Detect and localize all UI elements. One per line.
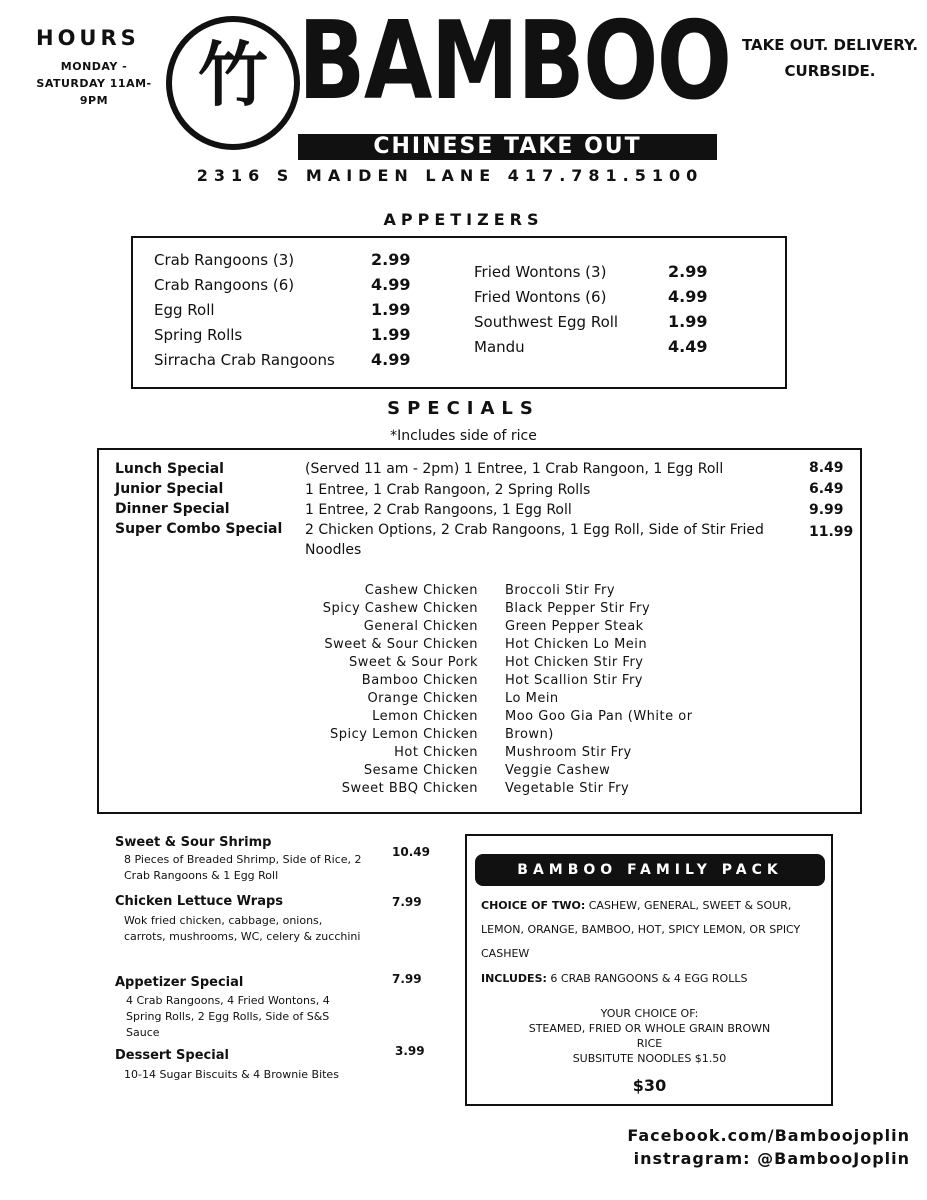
item-price: 4.99 bbox=[371, 275, 411, 294]
extra-price: 10.49 bbox=[392, 845, 430, 859]
rice-line-4: SUBSITUTE NOODLES $1.50 bbox=[572, 1052, 727, 1065]
services-line-1: TAKE OUT. DELIVERY. bbox=[741, 36, 919, 54]
hours-text: MONDAY - SATURDAY 11AM-9PM bbox=[36, 60, 152, 107]
special-price: 8.49 bbox=[809, 460, 844, 476]
item-name: Crab Rangoons (3) bbox=[154, 251, 295, 269]
item-name: Mandu bbox=[474, 338, 525, 356]
extra-desc: Wok fried chicken, cabbage, onions, carrots, mushrooms, WC, celery & zucchini bbox=[124, 914, 361, 943]
special-price: 6.49 bbox=[809, 481, 844, 497]
item-price: 1.99 bbox=[371, 325, 411, 344]
choice-line-3: CASHEW bbox=[481, 947, 530, 960]
option-item: Lemon Chicken bbox=[372, 709, 478, 724]
option-item: Moo Goo Gia Pan (White or bbox=[505, 709, 693, 724]
item-name: Crab Rangoons (6) bbox=[154, 276, 295, 294]
instagram-link[interactable]: instragram: @BambooJoplin bbox=[633, 1149, 910, 1168]
option-item: Hot Scallion Stir Fry bbox=[505, 673, 643, 688]
address-phone: 2316 S MAIDEN LANE 417.781.5100 bbox=[196, 166, 704, 185]
special-desc: (Served 11 am - 2pm) 1 Entree, 1 Crab Rangoon, 1 Egg Roll bbox=[305, 461, 724, 477]
facebook-link[interactable]: Facebook.com/Bamboojoplin bbox=[627, 1126, 910, 1145]
stir-fry-options bbox=[505, 582, 725, 798]
option-item: Brown) bbox=[505, 727, 554, 742]
option-item: Sweet & Sour Chicken bbox=[324, 637, 478, 652]
item-price: 1.99 bbox=[668, 312, 708, 331]
choice-label: CHOICE OF TWO: bbox=[481, 899, 586, 912]
special-name: Dinner Special bbox=[115, 501, 230, 517]
option-item: Vegetable Stir Fry bbox=[505, 781, 630, 796]
option-item: Sesame Chicken bbox=[363, 763, 478, 778]
appetizers-title: APPETIZERS bbox=[383, 210, 544, 229]
option-item: Hot Chicken Lo Mein bbox=[505, 637, 648, 652]
special-name: Super Combo Special bbox=[115, 521, 283, 537]
bamboo-logo-icon bbox=[166, 16, 300, 150]
item-name: Fried Wontons (3) bbox=[474, 263, 607, 281]
option-item: Sweet BBQ Chicken bbox=[341, 781, 478, 796]
extra-price: 7.99 bbox=[392, 895, 422, 909]
option-item: Spicy Cashew Chicken bbox=[322, 601, 478, 616]
tagline: CHINESE TAKE OUT bbox=[298, 134, 717, 160]
item-name: Fried Wontons (6) bbox=[474, 288, 607, 306]
item-name: Spring Rolls bbox=[154, 326, 243, 344]
extra-desc: 10-14 Sugar Biscuits & 4 Brownie Bites bbox=[124, 1068, 339, 1081]
rice-line-2: STEAMED, FRIED OR WHOLE GRAIN BROWN bbox=[528, 1022, 771, 1035]
option-item: Black Pepper Stir Fry bbox=[505, 601, 651, 616]
item-price: 2.99 bbox=[371, 250, 411, 269]
extra-desc: 8 Pieces of Breaded Shrimp, Side of Rice, 2 Crab Rangoons & 1 Egg Roll bbox=[124, 853, 362, 882]
special-price: 9.99 bbox=[809, 502, 844, 518]
hours-title: HOURS bbox=[36, 26, 140, 50]
item-name: Sirracha Crab Rangoons bbox=[154, 351, 335, 369]
option-item: Spicy Lemon Chicken bbox=[330, 727, 478, 742]
option-item: Orange Chicken bbox=[367, 691, 478, 706]
special-name: Junior Special bbox=[115, 481, 224, 497]
chicken-options bbox=[278, 582, 478, 798]
option-item: Lo Mein bbox=[505, 691, 559, 706]
special-desc: 1 Entree, 1 Crab Rangoon, 2 Spring Rolls bbox=[305, 482, 591, 498]
option-item: Mushroom Stir Fry bbox=[505, 745, 632, 760]
option-item: Hot Chicken bbox=[394, 745, 478, 760]
family-pack-box bbox=[465, 834, 833, 1106]
option-item: Bamboo Chicken bbox=[361, 673, 478, 688]
includes-label: INCLUDES: bbox=[481, 972, 547, 985]
extra-price: 7.99 bbox=[392, 972, 422, 986]
item-price: 4.99 bbox=[371, 350, 411, 369]
item-name: Southwest Egg Roll bbox=[474, 313, 619, 331]
special-price: 11.99 bbox=[809, 524, 854, 540]
specials-note: *Includes side of rice bbox=[390, 428, 537, 444]
choice-line-2: LEMON, ORANGE, BAMBOO, HOT, SPICY LEMON, OR SPICY bbox=[481, 923, 801, 936]
option-item: Hot Chicken Stir Fry bbox=[505, 655, 644, 670]
logo-glyph: 竹 bbox=[198, 33, 268, 116]
item-name: Egg Roll bbox=[154, 301, 215, 319]
extra-name: Appetizer Special bbox=[115, 975, 244, 990]
specials-title: SPECIALS bbox=[387, 398, 540, 419]
item-price: 2.99 bbox=[668, 262, 708, 281]
includes-text: 6 CRAB RANGOONS & 4 EGG ROLLS bbox=[550, 972, 748, 985]
family-pack-title: BAMBOO FAMILY PACK bbox=[475, 854, 825, 886]
family-pack-price: $30 bbox=[632, 1076, 667, 1095]
option-item: Sweet & Sour Pork bbox=[348, 655, 478, 670]
extra-desc: 4 Crab Rangoons, 4 Fried Wontons, 4 Spring Rolls, 2 Egg Rolls, Side of S&S Sauce bbox=[126, 994, 330, 1039]
option-item: Green Pepper Steak bbox=[505, 619, 644, 634]
item-price: 4.49 bbox=[668, 337, 708, 356]
option-item: General Chicken bbox=[363, 619, 478, 634]
item-price: 1.99 bbox=[371, 300, 411, 319]
specials-box bbox=[97, 448, 862, 814]
choice-text: CASHEW, GENERAL, SWEET & SOUR, bbox=[588, 899, 792, 912]
option-item: Broccoli Stir Fry bbox=[505, 583, 616, 598]
special-desc: 2 Chicken Options, 2 Crab Rangoons, 1 Egg Roll, Side of Stir Fried Noodles bbox=[305, 522, 764, 558]
option-item: Veggie Cashew bbox=[505, 763, 611, 778]
item-price: 4.99 bbox=[668, 287, 708, 306]
extra-name: Sweet & Sour Shrimp bbox=[115, 835, 272, 850]
rice-line-1: YOUR CHOICE OF: bbox=[600, 1007, 699, 1020]
rice-choice bbox=[477, 1006, 822, 1066]
services-line-2: CURBSIDE. bbox=[784, 62, 876, 80]
extra-price: 3.99 bbox=[395, 1044, 425, 1058]
option-item: Cashew Chicken bbox=[364, 583, 478, 598]
appetizers-box bbox=[131, 236, 787, 389]
includes-line bbox=[481, 967, 826, 991]
brand-name: BAMBOO bbox=[298, 0, 731, 124]
choice-line-1 bbox=[481, 894, 826, 918]
rice-line-3: RICE bbox=[636, 1037, 663, 1050]
special-name: Lunch Special bbox=[115, 461, 224, 477]
services bbox=[730, 32, 927, 84]
extra-name: Chicken Lettuce Wraps bbox=[115, 894, 284, 909]
extra-name: Dessert Special bbox=[115, 1048, 229, 1063]
special-desc: 1 Entree, 2 Crab Rangoons, 1 Egg Roll bbox=[305, 502, 572, 518]
